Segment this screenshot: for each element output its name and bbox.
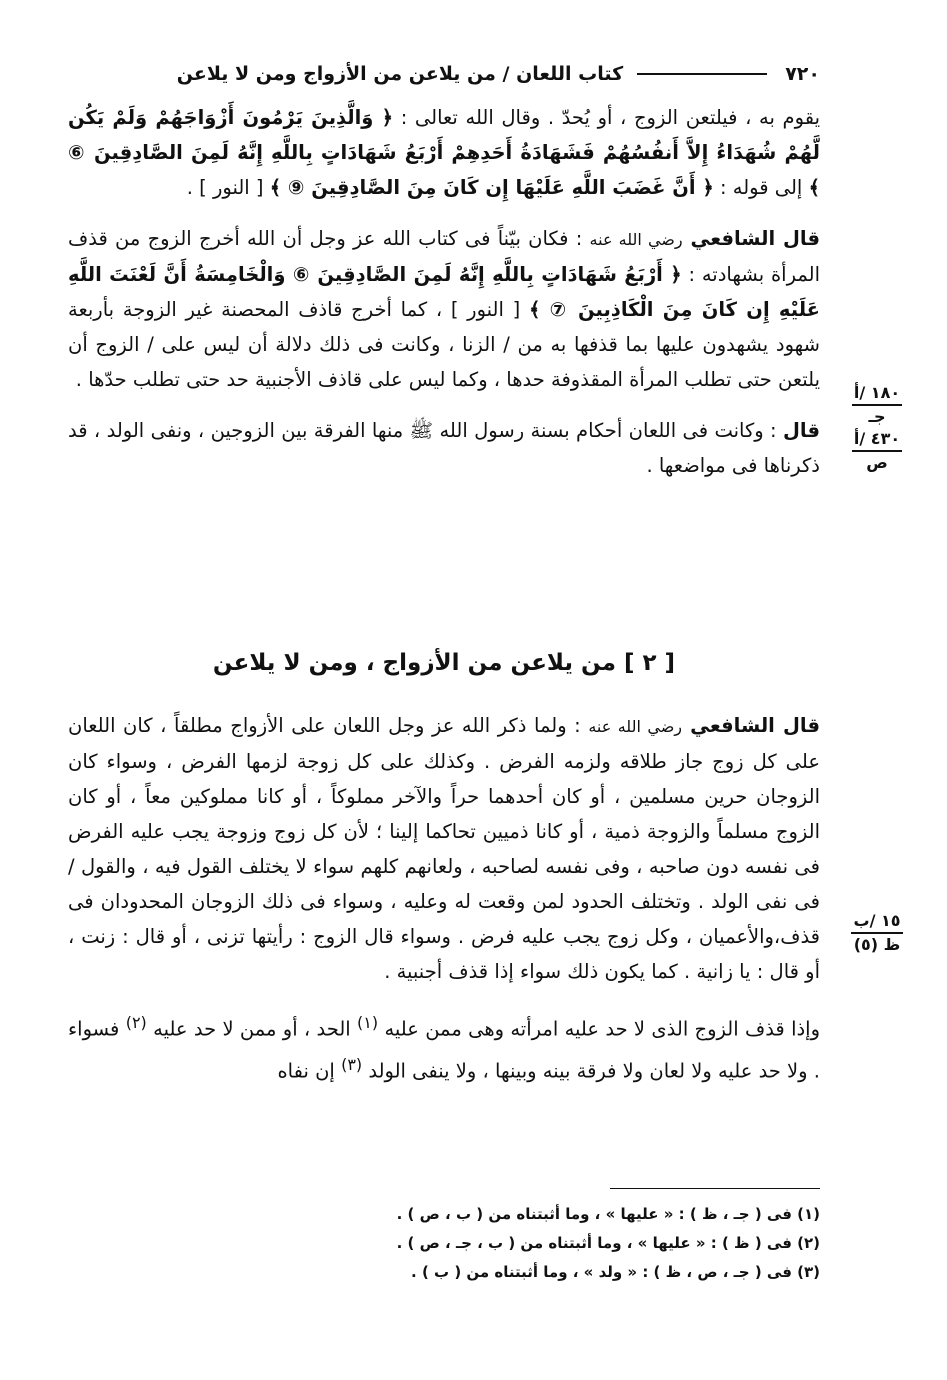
lower-text-block	[68, 708, 820, 1088]
margin-ref-1c: ٤٣٠ /أ	[852, 428, 902, 452]
margin-ref-2a: ١٥ /ب	[851, 910, 902, 934]
quran-verse-3: ﴿ أَرْبَعُ شَهَادَاتٍ بِاللَّهِ إِنَّهُ لَمِنَ الصَّادِقِينَ ⑥ وَالْخَامِسَةُ أَنَّ لَعْنَتَ اللَّهِ عَلَيْهِ إِن كَانَ مِنَ الْكَاذِبِينَ ⑦ ﴾	[68, 263, 820, 321]
running-title: كتاب اللعان / من يلاعن من الأزواج ومن لا يلاعن	[176, 63, 624, 85]
margin-ref-1a: ١٨٠ /أ	[852, 382, 902, 406]
paragraph-1	[68, 100, 820, 205]
p5-text-d: إن نفاه	[277, 1059, 342, 1082]
p4-text: : ولما ذكر الله عز وجل اللعان على الأزواج مطلقاً ، كان اللعان على كل زوج جاز طلاقه ولزمه الفرض . وكذلك على كل زوجة لزمها الفرض ، وسواء كان الزوجان حرين مسلمين ، أو كان أحدهما حراً والآخر مملوكاً ، أو كانا مملوكين معاً ، أو كان الزوج مسلماً والزوجة ذمية ، أو كانا ذميين تحاكما إلينا ؛ لأن كل زوج وزوجة يجب عليه الفرض فى نفسه دون صاحبه ، وفى نفسه لصاحبه ، ولعانهم كلهم سواء لا يختلف القول فيه ، والقول / فى نفى الولد . وتختلف الحدود لمن وقعت له وعليه ، وسواء فى ذلك الزوجان المحدودان فى قذف،والأعميان ، وكل زوج يجب عليه فرض . وسواء قال الزوج : رأيتها تزنى ، أو قال : زنت ، أو قال : يا زانية . كما يكون ذلك سواء إذا قذف أجنبية .	[68, 714, 820, 983]
paragraph-3	[68, 413, 820, 483]
quran-verse-2: ﴿ أَنَّ غَضَبَ اللَّهِ عَلَيْهَا إِن كَانَ مِنَ الصَّادِقِينَ ⑨ ﴾	[269, 176, 714, 199]
margin-ref-1b: جـ	[868, 407, 886, 426]
p1-text-a: يقوم به ، فيلتعن الزوج ، أو يُحدّ . وقال الله تعالى :	[393, 106, 820, 129]
footnote-3: (٣) فى ( جـ ، ص ، ظ ) : « ولد » ، وما أثبتناه من ( ب ) .	[411, 1263, 820, 1281]
page-header	[68, 58, 820, 90]
header-rule	[637, 73, 767, 75]
p3-text: : وكانت فى اللعان أحكام بسنة رسول الله ﷺ منها الفرقة بين الزوجين ، ونفى الولد ، قد ذكرناها فى مواضعها .	[68, 419, 820, 477]
p5-text-b: الحد ، أو ممن لا حد عليه	[146, 1017, 358, 1041]
footnote-2: (٢) فى ( ظ ) : « عليها » ، وما أثبتناه من ( ب ، جـ ، ص ) .	[396, 1234, 820, 1252]
p2-honorific: رضي الله عنه	[589, 230, 683, 249]
paragraph-2	[68, 221, 820, 397]
p1-reference: [ النور ] .	[186, 176, 270, 199]
page-number: ٧٢٠	[785, 63, 820, 85]
footnotes	[300, 1200, 820, 1287]
margin-note-1	[832, 382, 922, 474]
p5-text-a: وإذا قذف الزوج الذى لا حد عليه امرأته وهى ممن عليه	[378, 1017, 821, 1041]
paragraph-5	[68, 1005, 820, 1088]
paragraph-4	[68, 708, 820, 989]
footnote-ref-1: (١)	[357, 1013, 379, 1032]
footnote-separator	[610, 1188, 820, 1189]
margin-ref-1d: ص	[866, 453, 888, 472]
p1-text-b: إلى قوله :	[713, 176, 809, 199]
p4-speaker: قال الشافعي	[682, 714, 821, 737]
p2-text-a: : فكان بيّناً فى كتاب الله عز وجل أن الله أخرج الزوج من قذف المرأة بشهادته :	[68, 227, 820, 286]
p3-speaker: قال	[782, 419, 820, 442]
p4-honorific: رضي الله عنه	[588, 717, 683, 736]
p2-text-b: [ النور ] ، كما أخرج قاذف المحصنة غير الزوجة بأربعة شهود يشهدون عليها بما قذفها به من / الزنا ، وكانت فى ذلك دلالة أن ليس على / الزوج أن يلتعن حتى تطلب المرأة المقذوفة حدها ، وكما ليس على قاذف الأجنبية حد حتى تطلب حدّها .	[68, 298, 820, 391]
margin-note-2	[832, 910, 922, 956]
footnote-ref-2: (٢)	[125, 1013, 147, 1032]
margin-ref-2b: ظ (٥)	[853, 935, 901, 954]
footnote-1: (١) فى ( جـ ، ظ ) : « عليها » ، وما أثبتناه من ( ب ، ص ) .	[396, 1205, 820, 1223]
footnote-ref-3: (٣)	[341, 1054, 363, 1074]
p5-text-c: فسواء . ولا حد عليه ولا لعان ولا فرقة بينه وبينها ، ولا ينفى الولد	[68, 1017, 820, 1082]
upper-text-block	[68, 100, 820, 483]
section-title: [ ٢ ] من يلاعن من الأزواج ، ومن لا يلاعن	[212, 650, 676, 676]
p2-speaker: قال الشافعي	[682, 227, 820, 250]
quran-verse-1: ﴿ وَالَّذِينَ يَرْمُونَ أَزْوَاجَهُمْ وَلَمْ يَكُن لَّهُمْ شُهَدَاءُ إِلاَّ أَنفُسُهُمْ فَشَهَادَةُ أَحَدِهِمْ أَرْبَعُ شَهَادَاتٍ بِاللَّهِ إِنَّهُ لَمِنَ الصَّادِقِينَ ⑥ ﴾	[68, 106, 820, 199]
